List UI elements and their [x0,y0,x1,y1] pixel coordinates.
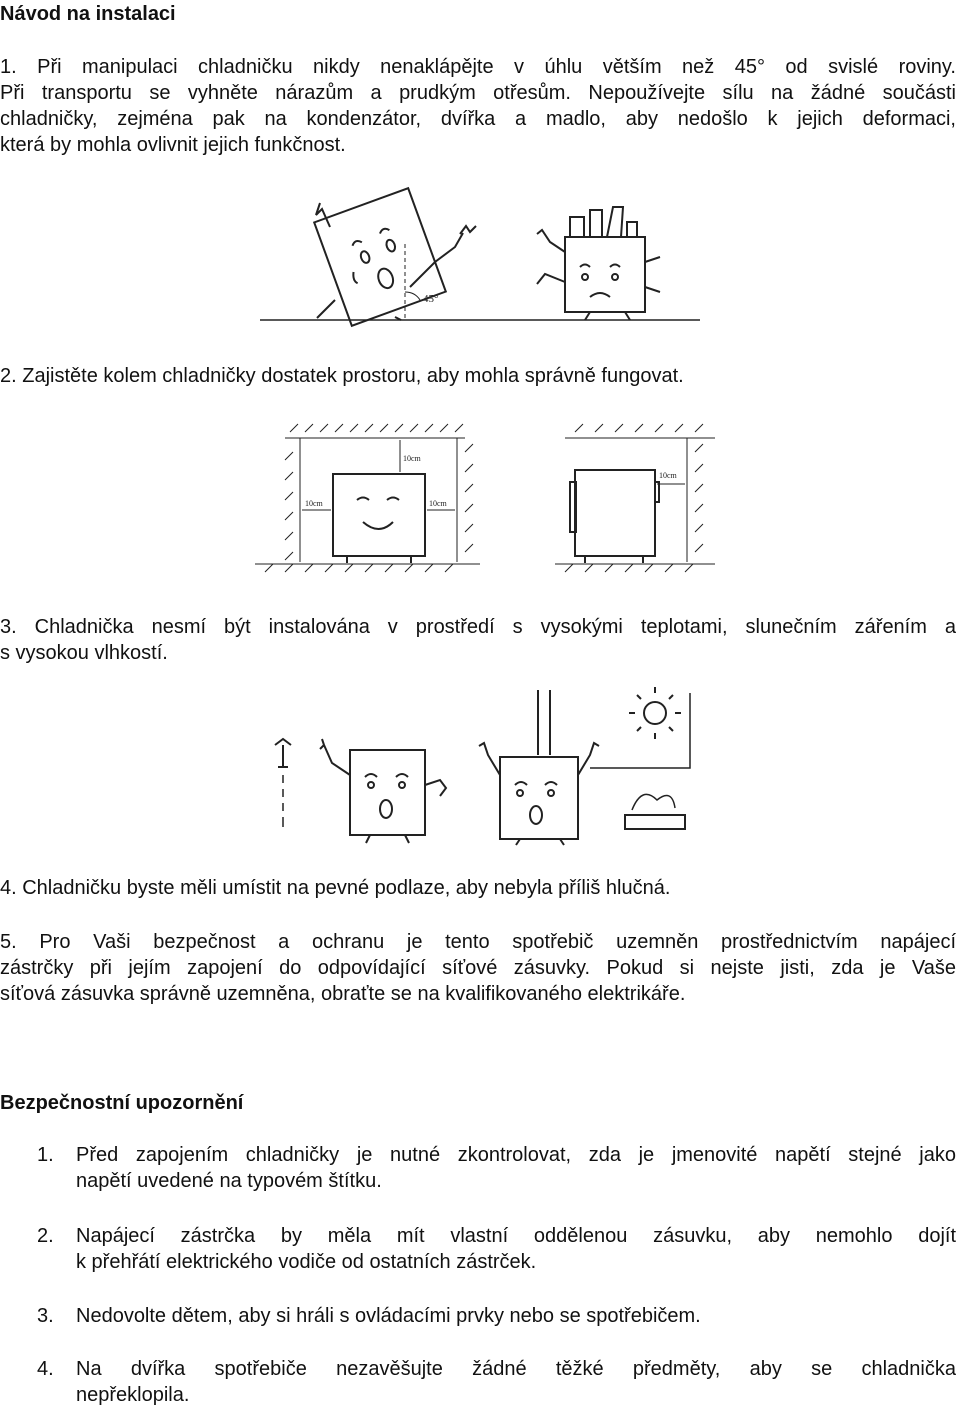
safety-item-line: Před zapojením chladničky je nutné zkontrolovat, zda je jmenovité napětí stejné jako [76,1144,956,1166]
instruction-2: 2. Zajistěte kolem chladničky dostatek prostoru, aby mohla správně fungovat. [0,365,684,387]
instruction-3 [0,614,956,666]
safety-item-text [76,1223,956,1275]
side-gap-label: 10cm [659,471,677,480]
safety-item-number: 3. [37,1305,54,1327]
safety-item-line: k přehřátí elektrického vodiče od ostatních zástrček. [76,1251,537,1273]
safety-item-line: Napájecí zástrčka by měla mít vlastní oddělenou zásuvku, aby nemohlo dojít [76,1225,956,1247]
instruction-1 [0,54,956,158]
safety-item-line: nepřeklopila. [76,1384,190,1406]
safety-item [0,1142,960,1194]
instruction-1-line: Při transportu se vyhněte nárazům a prudkým otřesům. Nepoužívejte sílu na žádné součásti [0,82,956,104]
instruction-5-line: 5. Pro Vaši bezpečnost a ochranu je tento spotřebič uzemněn prostřednictvím napájecí [0,931,956,953]
instruction-1-line: která by mohla ovlivnit jejich funkčnost. [0,134,346,156]
safety-item [0,1356,960,1408]
instruction-5-line: zástrčky při jejím zapojení do odpovídající síťové zásuvky. Pokud si nejste jisti, zda je Vaše [0,957,956,979]
right-gap-label: 10cm [429,499,447,508]
safety-item-line: Nedovolte dětem, aby si hráli s ovládacími prvky nebo se spotřebičem. [76,1305,701,1327]
top-gap-label: 10cm [403,454,421,463]
safety-item-line: napětí uvedené na typovém štítku. [76,1170,382,1192]
safety-item-number: 1. [37,1144,54,1166]
safety-item [0,1303,960,1329]
instruction-3-line: 3. Chladnička nesmí být instalována v prostředí s vysokými teplotami, slunečním zářením a [0,616,956,638]
instruction-5 [0,929,956,1007]
safety-item-line: Na dvířka spotřebiče nezavěšujte žádné těžké předměty, aby se chladnička [76,1358,956,1380]
instruction-4: 4. Chladničku byste měli umístit na pevné podlaze, aby nebyla příliš hlučná. [0,877,671,899]
safety-item-text [76,1356,956,1408]
instruction-3-line: s vysokou vlhkostí. [0,642,168,664]
tilt-handling-illustration [255,182,705,332]
safety-item-text [76,1142,956,1194]
instruction-5-line: síťová zásuvka správně uzemněna, obraťte se na kvalifikovaného elektrikáře. [0,983,686,1005]
left-gap-label: 10cm [305,499,323,508]
instruction-1-line: chladničky, zejména pak na kondenzátor, dvířka a madlo, aby nedošlo k jejich deformaci, [0,108,956,130]
safety-item-text [76,1303,956,1329]
safety-item-number: 4. [37,1358,54,1380]
safety-item [0,1223,960,1275]
angle-label: 45° [423,293,439,305]
safety-heading: Bezpečnostní upozornění [0,1092,244,1114]
clearance-illustration [235,412,725,587]
instruction-1-line: 1. Při manipulaci chladničku nikdy nenaklápějte v úhlu větším než 45° od svislé roviny. [0,56,956,78]
safety-item-number: 2. [37,1225,54,1247]
page-title: Návod na instalaci [0,3,176,25]
environment-illustration [220,685,740,850]
